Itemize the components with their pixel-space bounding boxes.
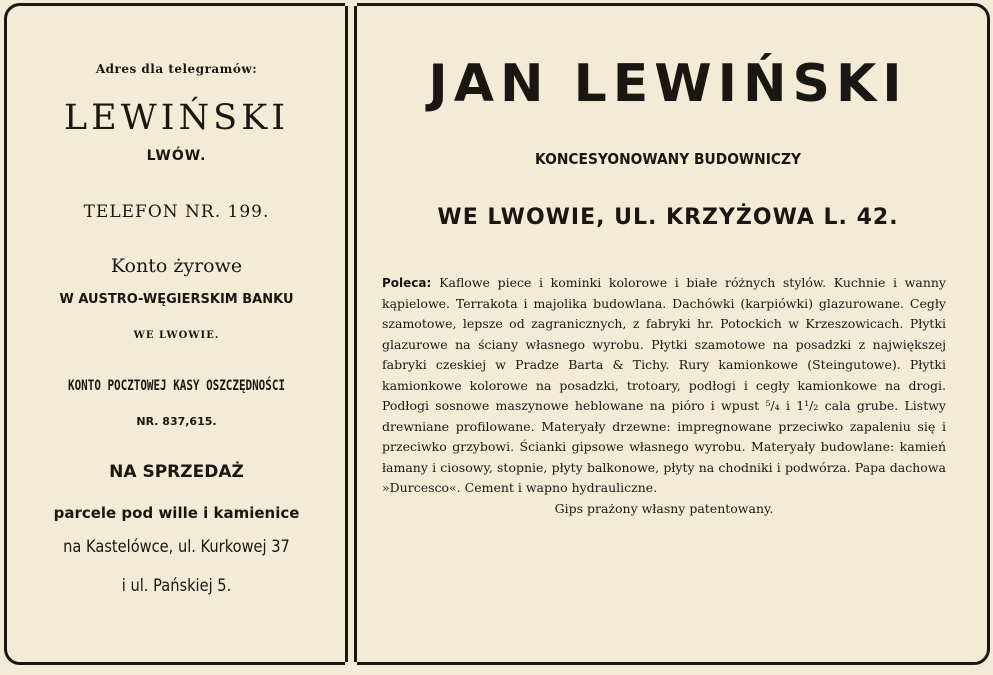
pko-label: KONTO POCZTOWEJ KASY OSZCZĘDNOŚCI (68, 378, 285, 394)
sale-line-3: i ul. Pańskiej 5. (121, 576, 232, 596)
sale-line-2: na Kastelówce, ul. Kurkowej 37 (63, 537, 290, 557)
telegram-name: LEWIŃSKI (63, 98, 290, 138)
offer-lead: Poleca: (382, 276, 440, 290)
telegram-city: LWÓW. (146, 148, 207, 164)
right-panel (358, 10, 978, 655)
telegram-label: Adres dla telegramów: (95, 62, 258, 76)
phone-number: TELEFON NR. 199. (83, 202, 270, 222)
left-panel (10, 10, 343, 655)
sale-line-1: parcele pod wille i kamienice (53, 504, 300, 522)
konto-bank: W AUSTRO-WĘGIERSKIM BANKU (59, 292, 294, 307)
offer-text (382, 273, 946, 519)
profession: KONCESYONOWANY BUDOWNICZY (535, 150, 801, 168)
sale-heading: NA SPRZEDAŻ (109, 462, 244, 482)
offer-last-line: Gips prażony własny patentowany. (554, 500, 774, 516)
company-name: JAN LEWIŃSKI (428, 54, 908, 114)
company-address: WE LWOWIE, UL. KRZYŻOWA L. 42. (437, 205, 899, 230)
konto-city: WE LWOWIE. (133, 330, 220, 341)
offer-body: Kaflowe piece i kominki kolorowe i białe różnych stylów. Kuchnie i wanny kąpielowe. Terrakota i majolika budowlana. Dachówki (karpiówki) glazurowane. Cegły szamotowe, lepsze od zagranicznych, z fabryki hr. Potockich w Krzeszowicach. Płytki glazurowe na ściany własnego wyrobu. Płytki szamotowe na posadzki z największej fabryki czeskiej w Pradze Barta & Tichy. Rury kamionkowe (Steingutowe). Płytki kamionkowe kolorowe na posadzki, trotoary, podłogi i cegły kamionkowe na drogi. Podłogi sosnowe maszynowe heblowane na pióro i wpust ⁵/₄ i 1¹/₂ cala grube. Listwy drewniane profilowane. Materyały drzewne: impregnowane przeciwko zapaleniu się i przeciwko grzybowi. Ścianki gipsowe własnego wyrobu. Materyały budowlane: kamień łamany i ciosowy, stopnie, płyty balkonowe, płyty na chodniki i podwórza. Papa dachowa »Durcesco«. Cement i wapno hydrauliczne. (382, 275, 946, 495)
konto-label: Konto żyrowe (110, 255, 243, 277)
column-divider (345, 3, 357, 665)
pko-number: NR. 837,615. (136, 415, 217, 428)
